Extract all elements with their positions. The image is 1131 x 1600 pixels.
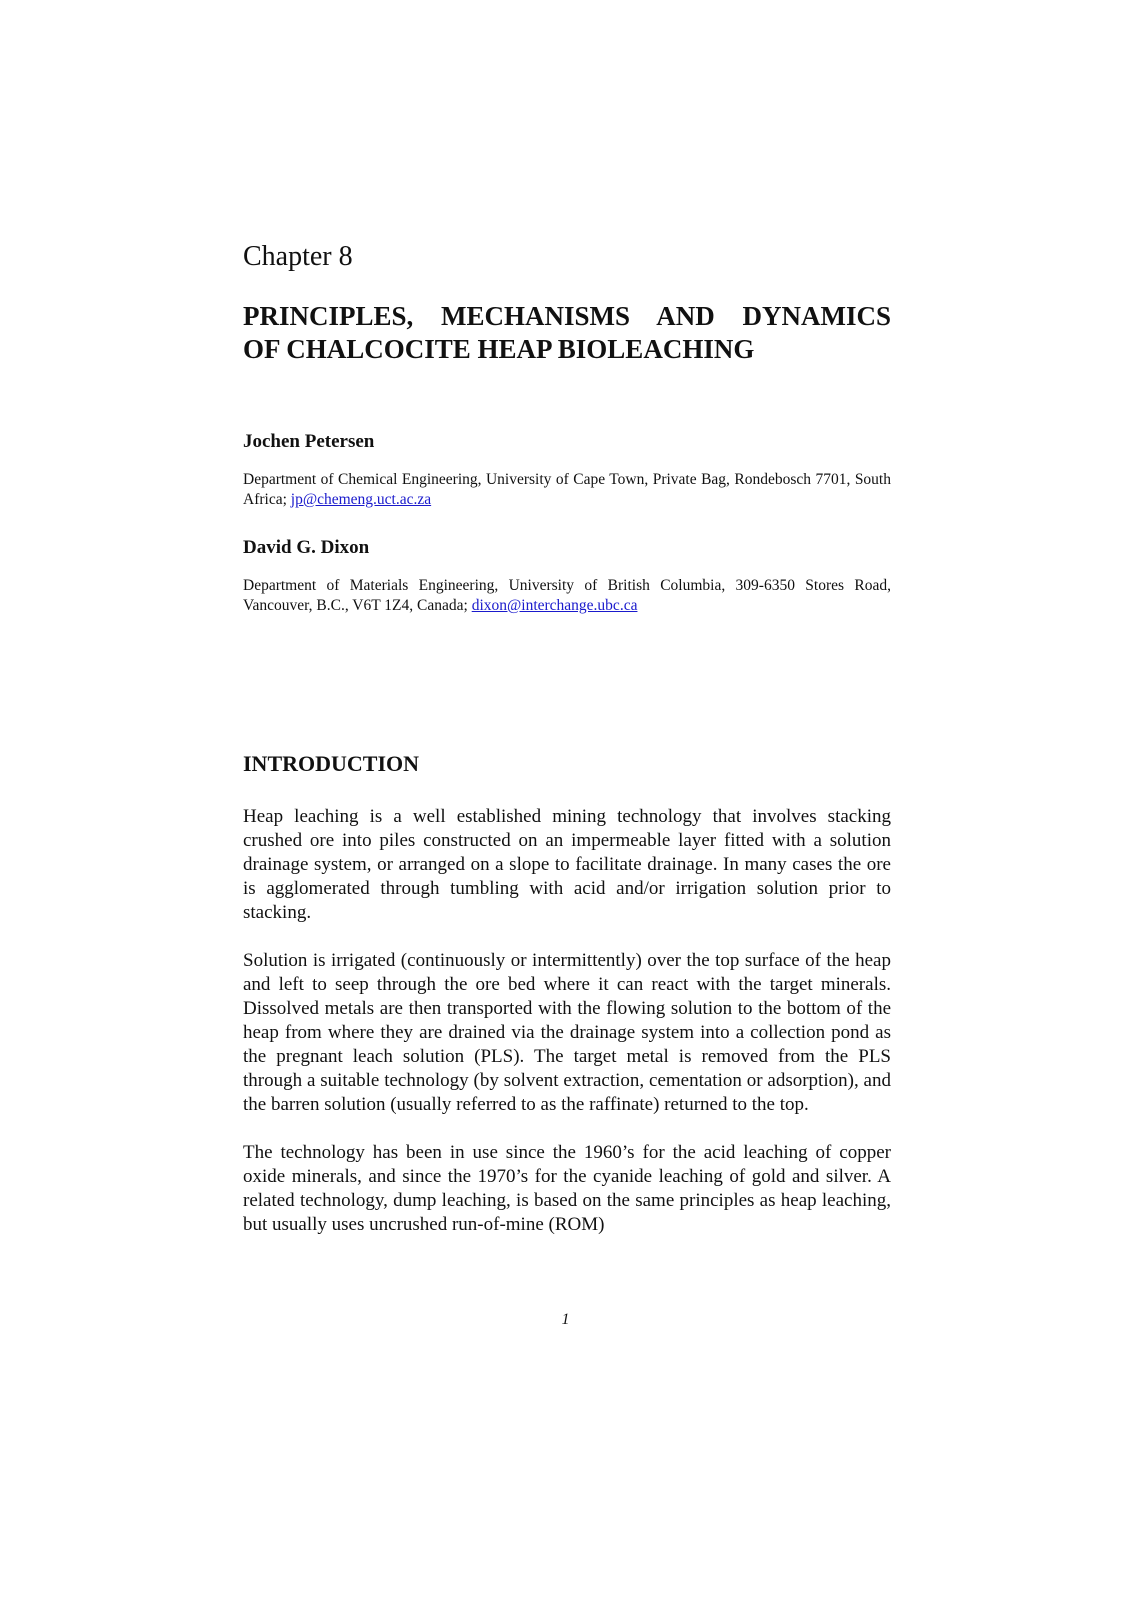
introduction-paragraph-1: Heap leaching is a well established mining technology that involves stacking crushed ore into piles constructed on an impermeable layer fitted with a solution drainage system, or arranged on a slope to facilitate drainage. In many cases the ore is agglomerated through tumbling with acid and/or irrigation solution prior to stacking. — [243, 806, 891, 923]
author-affiliation-1 — [243, 470, 891, 510]
introduction-paragraph-2: Solution is irrigated (continuously or intermittently) over the top surface of the heap and left to seep through the ore bed where it can react with the target minerals. Dissolved metals are then transported with the flowing solution to the bottom of the heap from where they are drained via the drainage system into a collection pond as the pregnant leach solution (PLS). The target metal is removed from the PLS through a suitable technology (by solvent extraction, cementation or adsorption), and the barren solution (usually referred to as the raffinate) returned to the top. — [243, 950, 891, 1115]
author-block-2 — [243, 536, 891, 616]
author-name-2: David G. Dixon — [243, 537, 370, 558]
author-affiliation-text-1: Department of Chemical Engineering, University of Cape Town, Private Bag, Rondebosch 7701, South Africa; — [243, 471, 891, 508]
author-block-1 — [243, 430, 891, 510]
chapter-title-line-2: OF CHALCOCITE HEAP BIOLEACHING — [243, 334, 755, 364]
introduction-heading: INTRODUCTION — [243, 751, 420, 776]
introduction-paragraph-3: The technology has been in use since the 1960’s for the acid leaching of copper oxide minerals, and since the 1970’s for the cyanide leaching of gold and silver. A related technology, dump leaching, is based on the same principles as heap leaching, but usually uses uncrushed run-of-mine (ROM) — [243, 1142, 891, 1235]
author-affiliation-2 — [243, 576, 891, 616]
introduction-body — [243, 805, 891, 1261]
chapter-title — [243, 300, 891, 366]
author-affiliation-text-2: Department of Materials Engineering, University of British Columbia, 309-6350 Stores Road, Vancouver, B.C., V6T 1Z4, Canada; — [243, 577, 891, 614]
author-email-link-1[interactable]: jp@chemeng.uct.ac.za — [290, 491, 432, 508]
page-number: 1 — [561, 1311, 570, 1328]
chapter-title-line-1: PRINCIPLES, MECHANISMS AND DYNAMICS — [243, 301, 891, 331]
chapter-label: Chapter 8 — [243, 241, 353, 272]
author-email-link-2[interactable]: dixon@interchange.ubc.ca — [471, 597, 638, 614]
author-name-1: Jochen Petersen — [243, 431, 375, 452]
